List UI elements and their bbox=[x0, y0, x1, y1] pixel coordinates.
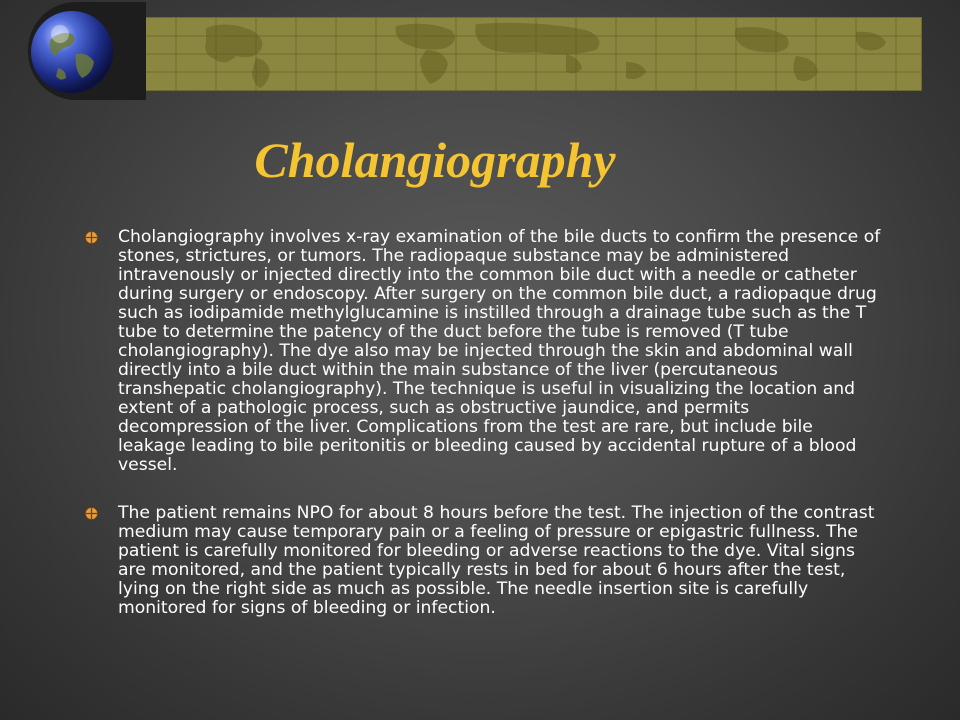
bullet-item bbox=[82, 504, 882, 618]
bullet-list bbox=[82, 228, 882, 647]
slide-title: Cholangiography bbox=[254, 132, 616, 188]
globe-icon bbox=[30, 10, 114, 94]
bullet-globe-icon bbox=[85, 231, 98, 244]
globe-logo bbox=[20, 0, 135, 105]
bullet-globe-icon bbox=[85, 507, 98, 520]
bullet-text: Cholangiography involves x-ray examination of the bile ducts to confirm the presence of stones, strictures, or tumors. The radiopaque substance may be administered intravenously or injected directly into the common bile duct with a needle or catheter during surgery or endoscopy. After surgery on the common bile duct, a radiopaque drug such as iodipamide methylglucamine is instilled through a drainage tube such as the T tube to determine the patency of the duct before the tube is removed (T tube cholangiography). The dye also may be injected through the skin and abdominal wall directly into a bile duct within the main substance of the liver (percutaneous transhepatic cholangiography). The technique is useful in visualizing the location and extent of a pathologic process, such as obstructive jaundice, and permits decompression of the liver. Complications from the test are rare, but include bile leakage leading to bile peritonitis or bleeding caused by accidental rupture of a blood vessel. bbox=[118, 227, 881, 475]
world-map-grid bbox=[96, 18, 921, 90]
bullet-text: The patient remains NPO for about 8 hours before the test. The injection of the contrast medium may cause temporary pain or a feeling of pressure or epigastric fullness. The patient is carefully monitored for bleeding or adverse reactions to the dye. Vital signs are monitored, and the patient typically rests in bed for about 6 hours after the test, lying on the right side as much as possible. The needle insertion site is carefully monitored for signs of bleeding or infection. bbox=[118, 503, 875, 618]
header-banner bbox=[95, 17, 922, 91]
bullet-item bbox=[82, 228, 882, 475]
